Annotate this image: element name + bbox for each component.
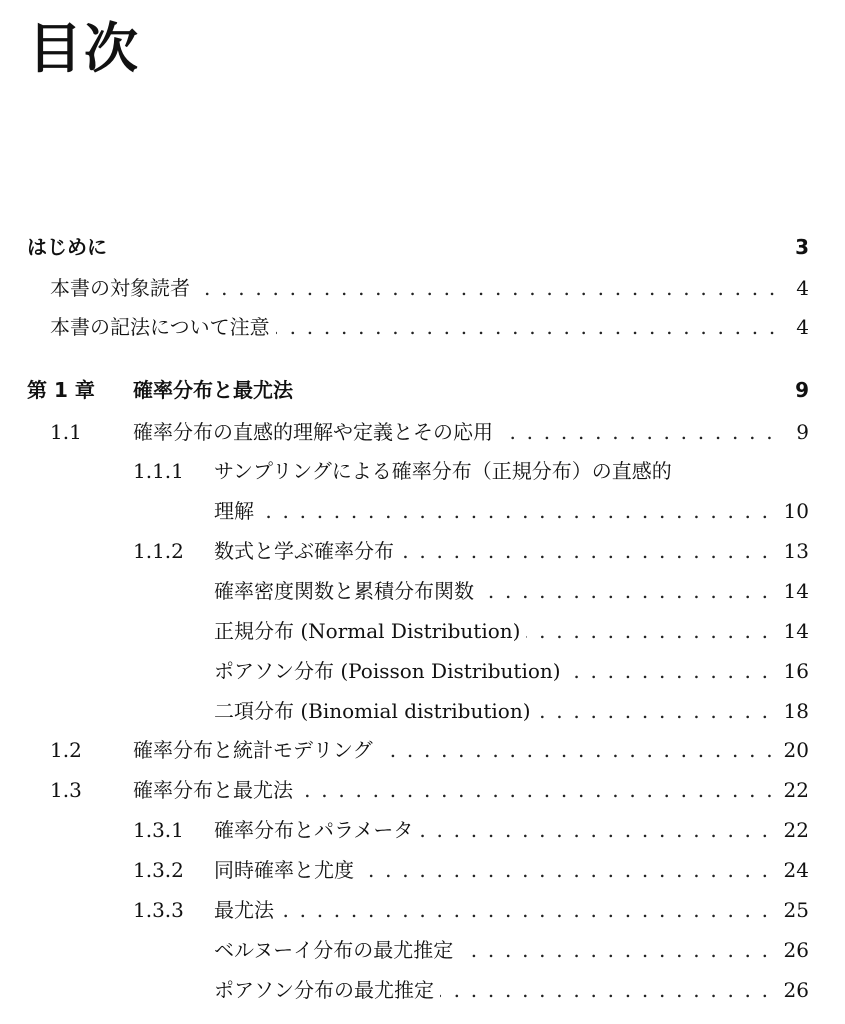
- toc-entry[interactable]: [0, 268, 845, 308]
- toc-paragraph[interactable]: [0, 691, 845, 731]
- toc-entry-introduction[interactable]: [0, 227, 845, 267]
- toc-subsection[interactable]: [0, 451, 845, 491]
- toc-chapter-title: 確率分布と最尤法: [133, 378, 293, 402]
- toc-section-title: 確率分布の直感的理解や定義とその応用 . . .: [133, 412, 775, 452]
- toc-paragraph-title: 二項分布 (Binomial distribution) . . .: [214, 691, 775, 731]
- toc-entry-title: 本書の対象読者 . . .: [50, 268, 775, 308]
- toc-subsection[interactable]: [0, 810, 845, 850]
- toc-paragraph-page: 26: [783, 938, 809, 962]
- toc-paragraph[interactable]: [0, 651, 845, 691]
- toc-paragraph-page: 14: [783, 579, 809, 603]
- toc-entry-page: 4: [796, 315, 809, 339]
- toc-paragraph[interactable]: [0, 611, 845, 651]
- toc-subsection-title: 確率分布とパラメータ . . .: [214, 810, 775, 850]
- toc-section-title: 確率分布と最尤法 . . .: [133, 770, 775, 810]
- toc-subsection-page: 22: [783, 818, 809, 842]
- toc-entry-page: 4: [796, 276, 809, 300]
- toc-section-number: 1.3: [50, 778, 82, 802]
- toc-paragraph-title: 正規分布 (Normal Distribution) . . .: [214, 611, 775, 651]
- page-title: 目次: [28, 17, 140, 80]
- toc-chapter-1[interactable]: [0, 370, 845, 410]
- toc-section[interactable]: [0, 412, 845, 452]
- toc-section-page: 22: [783, 778, 809, 802]
- toc-entry-title: はじめに: [27, 235, 107, 259]
- toc-section[interactable]: [0, 730, 845, 770]
- toc-section-page: 20: [783, 738, 809, 762]
- toc-chapter-page: 9: [795, 378, 809, 402]
- toc-subsection-number: 1.1.1: [133, 459, 184, 483]
- toc-subsection-title: 同時確率と尤度 . . .: [214, 850, 775, 890]
- toc-subsection[interactable]: [0, 850, 845, 890]
- toc-section[interactable]: [0, 770, 845, 810]
- toc-subsection-number: 1.3.1: [133, 818, 184, 842]
- toc-paragraph-page: 16: [783, 659, 809, 683]
- toc-subsection-title: 最尤法 . . .: [214, 890, 775, 930]
- toc-paragraph-page: 14: [783, 619, 809, 643]
- toc-entry-page: 3: [795, 235, 809, 259]
- toc-paragraph-title: 確率密度関数と累積分布関数 . . .: [214, 571, 775, 611]
- toc-subsection[interactable]: [0, 890, 845, 930]
- toc-paragraph[interactable]: [0, 930, 845, 970]
- toc-subsection-title-cont: 理解 . . .: [214, 491, 775, 531]
- toc-subsection-number: 1.3.2: [133, 858, 184, 882]
- toc-subsection-continued[interactable]: [0, 491, 845, 531]
- toc-paragraph[interactable]: [0, 571, 845, 611]
- toc-subsection-title: 数式と学ぶ確率分布 . . .: [214, 531, 775, 571]
- toc-entry-title: 本書の記法について注意 . . .: [50, 307, 775, 347]
- toc-section-title: 確率分布と統計モデリング . . .: [133, 730, 775, 770]
- toc-subsection-page: 10: [783, 499, 809, 523]
- toc-subsection[interactable]: [0, 531, 845, 571]
- toc-paragraph-page: 26: [783, 978, 809, 1002]
- toc-section-page: 9: [796, 420, 809, 444]
- toc-subsection-title: サンプリングによる確率分布（正規分布）の直感的: [214, 459, 672, 483]
- toc-paragraph-title: ポアソン分布の最尤推定 . . .: [214, 970, 775, 1010]
- toc-paragraph-title: ベルヌーイ分布の最尤推定 . . .: [214, 930, 775, 970]
- toc-subsection-number: 1.1.2: [133, 539, 184, 563]
- toc-entry[interactable]: [0, 307, 845, 347]
- toc-subsection-number: 1.3.3: [133, 898, 184, 922]
- toc-subsection-page: 24: [783, 858, 809, 882]
- toc-paragraph[interactable]: [0, 970, 845, 1010]
- toc-subsection-page: 25: [783, 898, 809, 922]
- toc-chapter-number: 第 1 章: [27, 378, 95, 402]
- toc-paragraph-page: 18: [783, 699, 809, 723]
- toc-subsection-page: 13: [783, 539, 809, 563]
- toc-paragraph-title: ポアソン分布 (Poisson Distribution) . . .: [214, 651, 775, 691]
- toc-section-number: 1.2: [50, 738, 82, 762]
- toc-section-number: 1.1: [50, 420, 82, 444]
